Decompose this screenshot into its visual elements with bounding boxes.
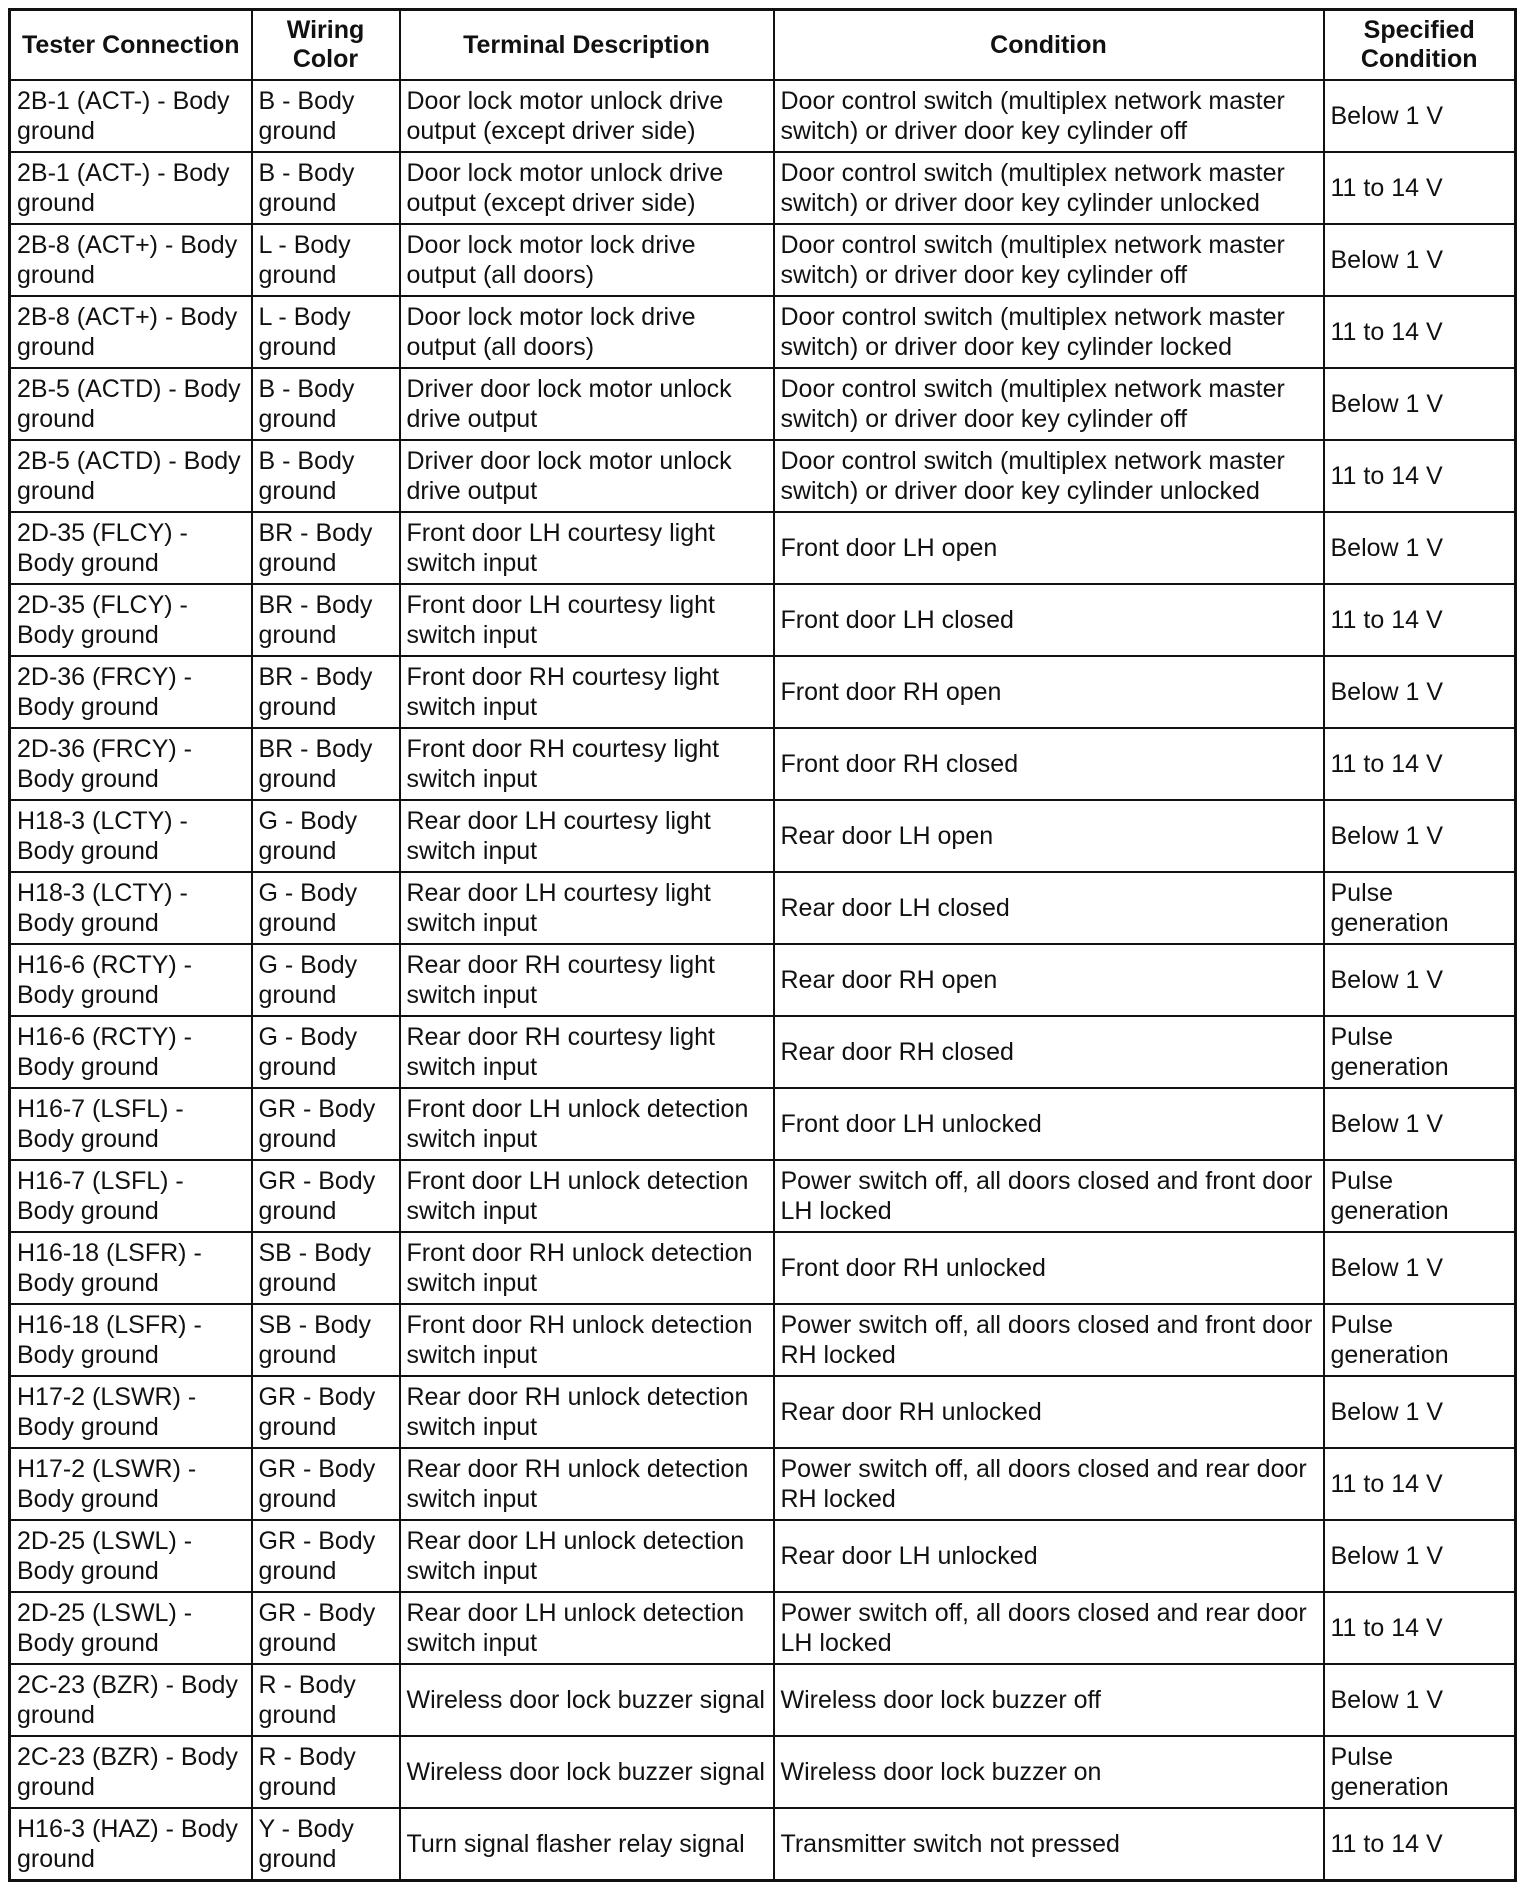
tester-connection-cell: H16-7 (LSFL) - Body ground [10,1160,252,1232]
terminal-description-cell: Wireless door lock buzzer signal [400,1664,774,1736]
specified-condition-cell: 11 to 14 V [1324,584,1516,656]
condition-cell: Door control switch (multiplex network master switch) or driver door key cylinder unlocked [774,440,1324,512]
wiring-color-cell: SB - Body ground [252,1304,400,1376]
condition-cell: Power switch off, all doors closed and rear door RH locked [774,1448,1324,1520]
header-specified-condition: Specified Condition [1324,10,1516,81]
wiring-color-cell: GR - Body ground [252,1376,400,1448]
header-condition: Condition [774,10,1324,81]
table-row [10,440,1516,512]
tester-connection-cell: H16-18 (LSFR) - Body ground [10,1304,252,1376]
terminal-description-cell: Rear door RH unlock detection switch input [400,1448,774,1520]
specified-condition-cell: Pulse generation [1324,1160,1516,1232]
wiring-color-cell: G - Body ground [252,872,400,944]
specified-condition-cell: 11 to 14 V [1324,1448,1516,1520]
specified-condition-cell: Below 1 V [1324,368,1516,440]
specified-condition-cell: Below 1 V [1324,944,1516,1016]
terminal-description-cell: Door lock motor lock drive output (all doors) [400,224,774,296]
specified-condition-cell: Below 1 V [1324,1664,1516,1736]
condition-cell: Rear door RH unlocked [774,1376,1324,1448]
specified-condition-cell: 11 to 14 V [1324,152,1516,224]
wiring-color-cell: Y - Body ground [252,1808,400,1881]
tester-connection-cell: 2B-1 (ACT-) - Body ground [10,152,252,224]
table-row [10,944,1516,1016]
table-row [10,584,1516,656]
condition-cell: Front door LH open [774,512,1324,584]
terminal-description-cell: Rear door LH unlock detection switch input [400,1592,774,1664]
tester-connection-cell: 2B-5 (ACTD) - Body ground [10,368,252,440]
wiring-color-cell: SB - Body ground [252,1232,400,1304]
condition-cell: Rear door RH closed [774,1016,1324,1088]
condition-cell: Rear door LH closed [774,872,1324,944]
header-wiring-color: Wiring Color [252,10,400,81]
terminal-description-cell: Front door LH unlock detection switch input [400,1088,774,1160]
tester-connection-cell: 2D-35 (FLCY) - Body ground [10,584,252,656]
terminal-description-cell: Front door RH courtesy light switch input [400,728,774,800]
table-row [10,728,1516,800]
specified-condition-cell: Pulse generation [1324,1736,1516,1808]
specified-condition-cell: 11 to 14 V [1324,1592,1516,1664]
terminal-description-cell: Front door LH courtesy light switch input [400,584,774,656]
wiring-color-cell: GR - Body ground [252,1088,400,1160]
condition-cell: Power switch off, all doors closed and front door LH locked [774,1160,1324,1232]
specified-condition-cell: Pulse generation [1324,1016,1516,1088]
table-row [10,1736,1516,1808]
condition-cell: Door control switch (multiplex network master switch) or driver door key cylinder unlocked [774,152,1324,224]
terminal-description-cell: Front door LH courtesy light switch input [400,512,774,584]
table-row [10,1376,1516,1448]
table-row [10,1016,1516,1088]
tester-connection-cell: 2B-1 (ACT-) - Body ground [10,80,252,152]
tester-connection-cell: 2B-8 (ACT+) - Body ground [10,296,252,368]
wiring-color-cell: B - Body ground [252,368,400,440]
terminal-description-cell: Front door LH unlock detection switch input [400,1160,774,1232]
table-row [10,512,1516,584]
condition-cell: Door control switch (multiplex network master switch) or driver door key cylinder off [774,224,1324,296]
condition-cell: Power switch off, all doors closed and rear door LH locked [774,1592,1324,1664]
tester-connection-cell: 2D-36 (FRCY) - Body ground [10,656,252,728]
header-terminal-description: Terminal Description [400,10,774,81]
terminal-spec-table [8,8,1517,1882]
terminal-description-cell: Front door RH unlock detection switch input [400,1232,774,1304]
wiring-color-cell: B - Body ground [252,80,400,152]
wiring-color-cell: L - Body ground [252,296,400,368]
terminal-description-cell: Turn signal flasher relay signal [400,1808,774,1881]
tester-connection-cell: 2D-35 (FLCY) - Body ground [10,512,252,584]
specified-condition-cell: Below 1 V [1324,1520,1516,1592]
terminal-description-cell: Rear door RH courtesy light switch input [400,944,774,1016]
table-row [10,872,1516,944]
table-row [10,1664,1516,1736]
tester-connection-cell: H16-6 (RCTY) - Body ground [10,944,252,1016]
specified-condition-cell: 11 to 14 V [1324,440,1516,512]
wiring-color-cell: G - Body ground [252,1016,400,1088]
condition-cell: Transmitter switch not pressed [774,1808,1324,1881]
specified-condition-cell: Below 1 V [1324,656,1516,728]
wiring-color-cell: BR - Body ground [252,584,400,656]
wiring-color-cell: G - Body ground [252,800,400,872]
tester-connection-cell: H16-7 (LSFL) - Body ground [10,1088,252,1160]
condition-cell: Door control switch (multiplex network master switch) or driver door key cylinder locked [774,296,1324,368]
condition-cell: Wireless door lock buzzer on [774,1736,1324,1808]
specified-condition-cell: Pulse generation [1324,872,1516,944]
terminal-description-cell: Front door RH courtesy light switch input [400,656,774,728]
table-row [10,800,1516,872]
table-row [10,1448,1516,1520]
condition-cell: Front door RH open [774,656,1324,728]
terminal-description-cell: Door lock motor unlock drive output (except driver side) [400,152,774,224]
tester-connection-cell: 2D-25 (LSWL) - Body ground [10,1520,252,1592]
wiring-color-cell: GR - Body ground [252,1592,400,1664]
condition-cell: Wireless door lock buzzer off [774,1664,1324,1736]
specified-condition-cell: 11 to 14 V [1324,728,1516,800]
table-row [10,656,1516,728]
terminal-description-cell: Rear door LH unlock detection switch input [400,1520,774,1592]
terminal-description-cell: Door lock motor lock drive output (all doors) [400,296,774,368]
header-row [10,10,1516,81]
terminal-description-cell: Front door RH unlock detection switch input [400,1304,774,1376]
tester-connection-cell: 2D-25 (LSWL) - Body ground [10,1592,252,1664]
wiring-color-cell: BR - Body ground [252,728,400,800]
condition-cell: Power switch off, all doors closed and front door RH locked [774,1304,1324,1376]
specified-condition-cell: Below 1 V [1324,1376,1516,1448]
tester-connection-cell: 2B-8 (ACT+) - Body ground [10,224,252,296]
condition-cell: Front door RH closed [774,728,1324,800]
tester-connection-cell: 2C-23 (BZR) - Body ground [10,1664,252,1736]
terminal-description-cell: Driver door lock motor unlock drive output [400,368,774,440]
terminal-description-cell: Rear door RH unlock detection switch input [400,1376,774,1448]
table-row [10,1520,1516,1592]
specified-condition-cell: 11 to 14 V [1324,1808,1516,1881]
wiring-color-cell: R - Body ground [252,1736,400,1808]
tester-connection-cell: 2D-36 (FRCY) - Body ground [10,728,252,800]
table-row [10,1592,1516,1664]
terminal-description-cell: Door lock motor unlock drive output (except driver side) [400,80,774,152]
terminal-description-cell: Rear door LH courtesy light switch input [400,800,774,872]
tester-connection-cell: H16-6 (RCTY) - Body ground [10,1016,252,1088]
condition-cell: Front door RH unlocked [774,1232,1324,1304]
wiring-color-cell: G - Body ground [252,944,400,1016]
specified-condition-cell: 11 to 14 V [1324,296,1516,368]
condition-cell: Rear door LH open [774,800,1324,872]
tester-connection-cell: 2B-5 (ACTD) - Body ground [10,440,252,512]
wiring-color-cell: B - Body ground [252,440,400,512]
table-row [10,1160,1516,1232]
table-row [10,1088,1516,1160]
table-row [10,296,1516,368]
table-row [10,1232,1516,1304]
wiring-color-cell: GR - Body ground [252,1520,400,1592]
tester-connection-cell: H17-2 (LSWR) - Body ground [10,1376,252,1448]
terminal-description-cell: Rear door RH courtesy light switch input [400,1016,774,1088]
wiring-color-cell: R - Body ground [252,1664,400,1736]
tester-connection-cell: H16-18 (LSFR) - Body ground [10,1232,252,1304]
table-row [10,1304,1516,1376]
condition-cell: Rear door RH open [774,944,1324,1016]
wiring-color-cell: BR - Body ground [252,656,400,728]
header-tester-connection: Tester Connection [10,10,252,81]
specified-condition-cell: Below 1 V [1324,224,1516,296]
wiring-color-cell: L - Body ground [252,224,400,296]
table-row [10,1808,1516,1881]
wiring-color-cell: GR - Body ground [252,1448,400,1520]
table-row [10,152,1516,224]
table-row [10,368,1516,440]
condition-cell: Door control switch (multiplex network master switch) or driver door key cylinder off [774,80,1324,152]
tester-connection-cell: H16-3 (HAZ) - Body ground [10,1808,252,1881]
tester-connection-cell: H18-3 (LCTY) - Body ground [10,872,252,944]
specified-condition-cell: Below 1 V [1324,512,1516,584]
terminal-description-cell: Wireless door lock buzzer signal [400,1736,774,1808]
specified-condition-cell: Below 1 V [1324,80,1516,152]
tester-connection-cell: H18-3 (LCTY) - Body ground [10,800,252,872]
condition-cell: Rear door LH unlocked [774,1520,1324,1592]
condition-cell: Door control switch (multiplex network master switch) or driver door key cylinder off [774,368,1324,440]
terminal-description-cell: Rear door LH courtesy light switch input [400,872,774,944]
specified-condition-cell: Below 1 V [1324,800,1516,872]
terminal-description-cell: Driver door lock motor unlock drive output [400,440,774,512]
wiring-color-cell: B - Body ground [252,152,400,224]
wiring-color-cell: BR - Body ground [252,512,400,584]
condition-cell: Front door LH closed [774,584,1324,656]
tester-connection-cell: H17-2 (LSWR) - Body ground [10,1448,252,1520]
table-body [10,80,1516,1881]
tester-connection-cell: 2C-23 (BZR) - Body ground [10,1736,252,1808]
table-row [10,80,1516,152]
specified-condition-cell: Below 1 V [1324,1088,1516,1160]
specified-condition-cell: Below 1 V [1324,1232,1516,1304]
specified-condition-cell: Pulse generation [1324,1304,1516,1376]
condition-cell: Front door LH unlocked [774,1088,1324,1160]
wiring-color-cell: GR - Body ground [252,1160,400,1232]
table-row [10,224,1516,296]
